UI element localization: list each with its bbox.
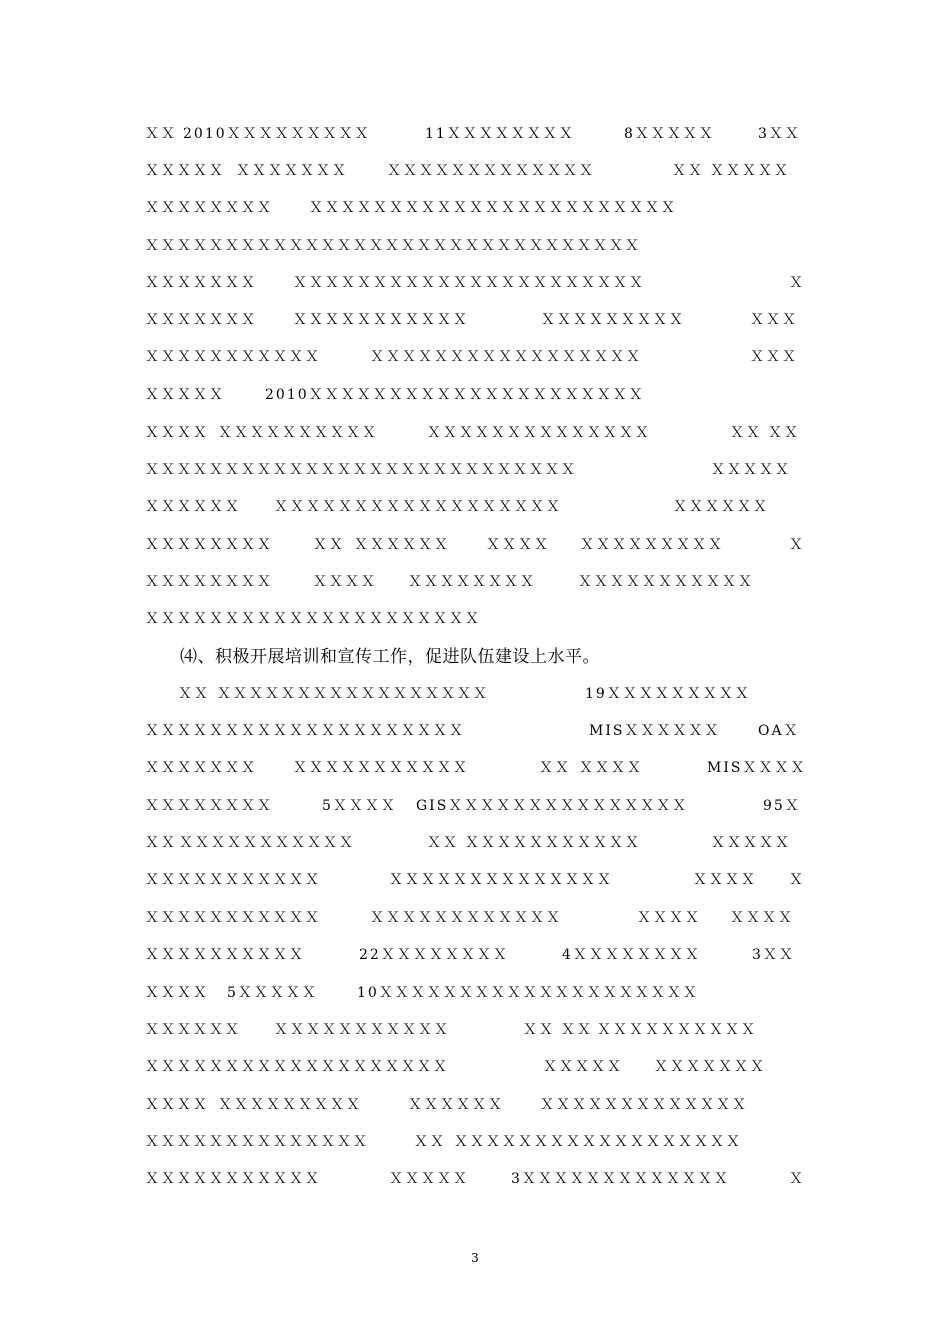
- text-line: [0, 234, 950, 258]
- text-line: [0, 1167, 950, 1191]
- text-segment: ＸＸＸＸＸＸＸ: [145, 760, 257, 776]
- text-line: [0, 682, 950, 706]
- text-segment: 10ＸＸＸＸＸＸＸＸＸＸＸＸＸＸＸＸＸＸＸＸ: [357, 985, 699, 1001]
- text-segment: MISＸＸＸＸ: [707, 760, 807, 776]
- text-segment: ＸＸ: [539, 760, 571, 776]
- text-segment: ＸＸＸＸＸＸ: [145, 1022, 241, 1038]
- text-segment: ＸＸＸＸＸＸ: [673, 499, 769, 515]
- text-segment: ＸＸＸＸ: [313, 574, 377, 590]
- text-segment: 5ＸＸＸＸ: [322, 798, 397, 814]
- text-segment: 19ＸＸＸＸＸＸＸＸＸ: [585, 686, 751, 702]
- text-segment: ＸＸＸＸＸＸＸＸＸＸＸＸＸＸＸＸＸＸ: [454, 1134, 742, 1150]
- text-segment: ＸＸＸＸＸＸＸＸ: [145, 537, 273, 553]
- text-line: [0, 1130, 950, 1154]
- text-line: [0, 1018, 950, 1042]
- text-segment: ＸＸ: [523, 1022, 555, 1038]
- text-line: [0, 831, 950, 855]
- text-segment: ＸＸＸＸＸＸＸＸＸＸＸ: [145, 349, 321, 365]
- text-line: [0, 421, 950, 445]
- text-segment: ＸＸＸＸＸＸＸＸＸＸＸＸＸＸＸＸＸＸＸＸＸＸＸＸＸＸＸ: [145, 462, 577, 478]
- text-line: [0, 1093, 950, 1117]
- text-segment: ＸＸＸＸＸＸＸＸＸＸＸＸＸＸＸＸＸＸＸＸＸ: [145, 611, 481, 627]
- text-segment: ＸＸＸＸＸＸＸＸＸＸＸＸＸＸＸＸＸ: [217, 686, 489, 702]
- text-segment: ＸＸＸＸＸＸＸＸＸＸＸ: [145, 1171, 321, 1187]
- text-segment: ＸＸＸＸＸＸ: [145, 499, 241, 515]
- text-segment: ＸＸＸ: [750, 312, 798, 328]
- text-segment: 95Ｘ: [763, 798, 801, 814]
- text-segment: ＸＸＸＸＸ: [711, 835, 791, 851]
- text-segment: ＸＸＸ: [145, 1134, 193, 1150]
- text-segment: ＸＸＸＸＸＸ: [354, 537, 450, 553]
- text-segment: ＸＸＸＸＸＸＸ: [236, 163, 348, 179]
- text-segment: ＸＸＸＸＸＸＸ: [654, 1059, 766, 1075]
- text-line: [0, 458, 950, 482]
- text-segment: ＸＸＸＸＸＸＸＸＸＸＸＸＸ: [387, 163, 595, 179]
- text-line: [0, 196, 950, 220]
- text-segment: 22ＸＸＸＸＸＸＸＸ: [359, 947, 509, 963]
- text-line: [0, 943, 950, 967]
- text-segment: ＸＸＸＸＸＸＸＸＸＸＸ: [578, 574, 754, 590]
- text-segment: ＸＸ: [768, 425, 800, 441]
- text-segment: Ｘ: [789, 872, 805, 888]
- text-line: [0, 271, 950, 295]
- text-segment: ＸＸＸＸＸＸＸＸＸＸ: [597, 1022, 757, 1038]
- text-segment: Ｘ: [789, 275, 805, 291]
- text-segment: ＸＸＸＸＸＸＸＸＸＸＸ: [145, 910, 321, 926]
- text-line: [0, 1055, 950, 1079]
- text-segment: ＸＸＸ: [750, 349, 798, 365]
- text-segment: ＸＸＸＸＸＸＸＸＸＸＸ: [293, 760, 469, 776]
- text-segment: Ｘ: [789, 1171, 805, 1187]
- text-segment: ＸＸＸＸＸＸＸＸＸＸＸＸＸＸＸＸＸＸＸＸＸＸＸ: [309, 200, 677, 216]
- text-line: [0, 906, 950, 930]
- text-segment: ＸＸＸＸＸ: [543, 1059, 623, 1075]
- text-segment: ＸＸＸＸＸＸＸ: [145, 275, 257, 291]
- text-segment: ＸＸＸＸＸＸＸＸＸＸＸ: [465, 835, 641, 851]
- text-segment: ＸＸＸＸＸＸＸＸＸＸＸＸＸＸＸＸＸＸＸＸ: [145, 723, 465, 739]
- text-segment: GISＸＸＸＸＸＸＸＸＸＸＸＸＸＸＸ: [416, 798, 689, 814]
- text-segment: 2010ＸＸＸＸＸＸＸＸＸＸＸＸＸＸＸＸＸＸＸＸＸ: [265, 387, 645, 403]
- text-line: [0, 607, 950, 631]
- text-segment: ＸＸＸＸＸＸＸＸＸＸＸＸＸＸＸＸＸ: [370, 349, 642, 365]
- text-segment: ＸＸＸＸＸＸＸＸＸＸＸ: [193, 1134, 369, 1150]
- text-segment: ＸＸＸＸＸＸＸＸＸＸＸ: [274, 1022, 450, 1038]
- text-segment: ＸＸＸＸＸＸＸＸ: [145, 798, 273, 814]
- text-segment: ＸＸＸＸＸ: [145, 163, 225, 179]
- text-line: [0, 308, 950, 332]
- page-number: 3: [471, 1251, 479, 1265]
- text-line: [0, 868, 950, 892]
- text-segment: ＸＸＸＸＸＸＸＸＸＸＸＸＸＸ: [389, 872, 613, 888]
- text-line: [0, 981, 950, 1005]
- text-segment: ＸＸ: [672, 163, 704, 179]
- text-line: [0, 794, 950, 818]
- text-segment: ＸＸＸＸ: [730, 910, 794, 926]
- text-segment: ＸＸＸＸＸＸＸＸＸ: [580, 537, 724, 553]
- text-segment: ＸＸＸＸ: [145, 425, 209, 441]
- text-segment: ＸＸＸＸＸＸＸＸＸＸＸＸＸＸＸＸＸＸＸＸＸＸ: [293, 275, 645, 291]
- text-segment: ＸＸＸＸＸＸＸＸＸＸＸＸＸＸＸＸＸＸＸ: [145, 1059, 449, 1075]
- text-segment: ＸＸＸＸＸＸ: [408, 1097, 504, 1113]
- text-segment: Ｘ: [789, 537, 805, 553]
- text-segment: ＸＸＸＸ: [693, 872, 757, 888]
- text-segment: ＸＸＸＸ: [486, 537, 550, 553]
- text-segment: ＸＸ: [145, 126, 177, 142]
- text-segment: ＸＸ: [178, 686, 210, 702]
- text-segment: ＸＸ: [730, 425, 762, 441]
- text-segment: ＸＸＸＸ: [637, 910, 701, 926]
- text-segment: 2010ＸＸＸＸＸＸＸＸＸ: [183, 126, 371, 142]
- text-line: [0, 570, 950, 594]
- text-segment: ＸＸＸＸＸＸＸ: [145, 312, 257, 328]
- text-segment: 3ＸＸ: [758, 126, 801, 142]
- text-segment: ＸＸＸＸＸＸＸＸ: [145, 200, 273, 216]
- text-segment: MISＸＸＸＸＸＸ: [589, 723, 721, 739]
- text-segment: ＸＸ: [561, 1022, 593, 1038]
- text-line: [0, 122, 950, 146]
- text-line: [0, 159, 950, 183]
- text-segment: ＸＸＸＸＸＸＸＸＸＸＸＸＸＸＸＸＸＸＸＸＸＸＸＸＸＸＸＸＸＸＸ: [145, 238, 641, 254]
- text-segment: ＸＸＸＸＸ: [389, 1171, 469, 1187]
- text-segment: ＸＸＸＸＸＸＸＸ: [145, 574, 273, 590]
- text-segment: ＸＸＸＸＸＸＸＸＸＸＸＸ: [370, 910, 562, 926]
- text-segment: ＸＸＸＸ: [579, 760, 643, 776]
- text-segment: ＸＸ: [427, 835, 459, 851]
- text-segment: ＸＸＸＸＸＸＸＸ: [408, 574, 536, 590]
- text-segment: OAＸ: [758, 723, 800, 739]
- text-segment: ＸＸＸＸＸＸＸＸＸＸＸ: [145, 872, 321, 888]
- text-segment: ＸＸＸＸＸ: [710, 163, 790, 179]
- text-line: [0, 495, 950, 519]
- text-segment: ＸＸ: [414, 1134, 446, 1150]
- text-segment: ＸＸＸＸＸＸＸＸＸＸＸＸＸ: [540, 1097, 748, 1113]
- text-segment: 11ＸＸＸＸＸＸＸＸ: [425, 126, 575, 142]
- text-line: [0, 756, 950, 780]
- text-segment: 4ＸＸＸＸＸＸＸＸ: [562, 947, 701, 963]
- text-segment: ＸＸＸＸＸＸＸＸＸＸ: [145, 947, 305, 963]
- text-segment: 3ＸＸＸＸＸＸＸＸＸＸＸＸＸ: [511, 1171, 730, 1187]
- text-line: [0, 719, 950, 743]
- text-segment: ＸＸＸＸ: [145, 1097, 209, 1113]
- text-line: [0, 345, 950, 369]
- text-segment: ＸＸＸＸＸ: [711, 462, 791, 478]
- text-segment: ＸＸＸＸＸＸＸＸＸＸＸ: [179, 835, 355, 851]
- text-segment: ＸＸＸＸＸＸＸＸＸＸＸＸＸＸＸＸＸＸ: [274, 499, 562, 515]
- text-segment: ＸＸＸＸＸＸＸＸＸＸＸ: [293, 312, 469, 328]
- text-segment: ＸＸ: [313, 537, 345, 553]
- text-segment: 5ＸＸＸＸＸ: [227, 985, 318, 1001]
- text-segment: ＸＸＸＸＸＸＸＸＸ: [218, 1097, 362, 1113]
- text-segment: ＸＸＸＸ: [145, 985, 209, 1001]
- text-segment: ＸＸ: [145, 835, 177, 851]
- text-segment: ＸＸＸＸＸＸＸＸＸＸ: [218, 425, 378, 441]
- text-line: [0, 533, 950, 557]
- text-segment: 3ＸＸ: [752, 947, 795, 963]
- text-segment: 8ＸＸＸＸＸ: [624, 126, 715, 142]
- text-line: [0, 383, 950, 407]
- text-segment: ＸＸＸＸＸ: [145, 387, 225, 403]
- text-segment: ＸＸＸＸＸＸＸＸＸＸＸＸＸＸ: [427, 425, 651, 441]
- text-segment: ＸＸＸＸＸＸＸＸＸ: [541, 312, 685, 328]
- section-heading: ⑷、积极开展培训和宣传工作，促进队伍建设上水平。: [180, 647, 600, 667]
